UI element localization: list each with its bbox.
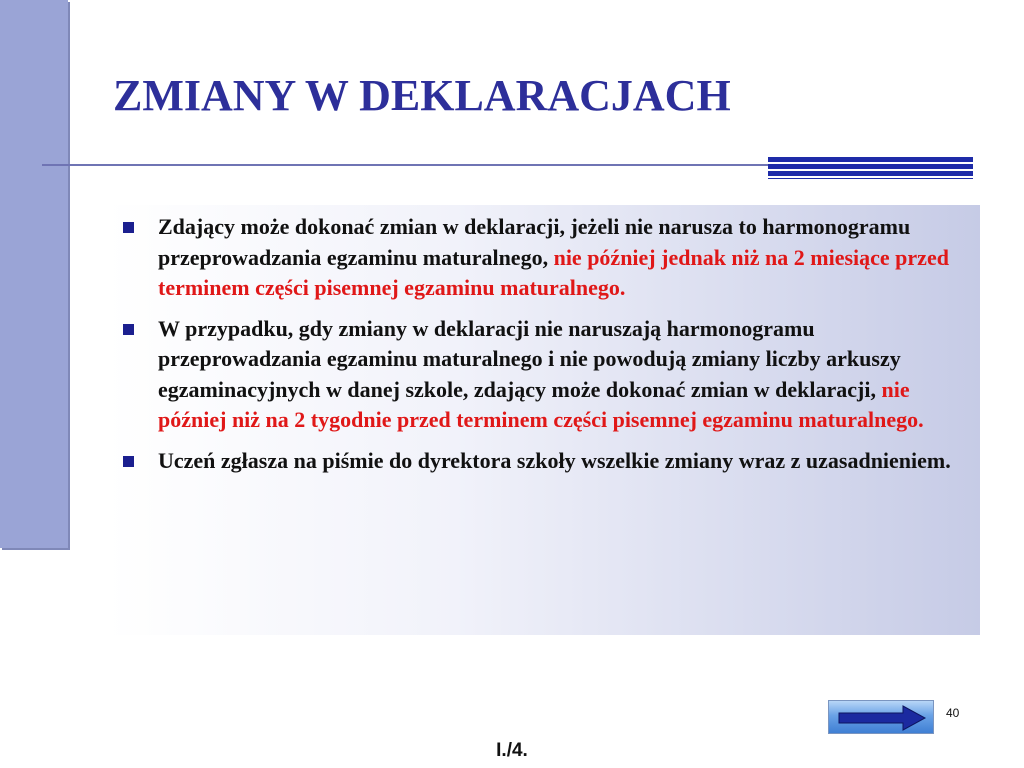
right-arrow-icon	[837, 705, 927, 731]
bullet-list	[120, 212, 970, 486]
next-slide-button[interactable]	[828, 700, 934, 734]
bullet-item	[120, 212, 970, 304]
slide-title: ZMIANY W DEKLARACJACH	[113, 71, 731, 120]
bullet-item	[120, 446, 970, 477]
bullet-text: Uczeń zgłasza na piśmie do dyrektora szkoły wszelkie zmiany wraz z uzasadnieniem.	[158, 447, 951, 473]
bullet-item	[120, 314, 970, 436]
square-bullet-icon	[123, 456, 134, 467]
bullet-highlight-text: nie później jednak niż na 2 miesiące przed terminem części pisemnej egzaminu maturalnego.	[158, 244, 949, 300]
title-divider-line	[42, 164, 772, 166]
square-bullet-icon	[123, 222, 134, 233]
slide-number: 40	[946, 706, 960, 720]
bullet-highlight-text: nie później niż na 2 tygodnie przed terminem części pisemnej egzaminu maturalnego.	[158, 376, 924, 432]
bullet-text: W przypadku, gdy zmiany w deklaracji nie naruszają harmonogramu przeprowadzania egzaminu maturalnego i nie powodują zmiany liczby arkuszy egzaminacyjnych w danej szkole, zdający może dokonać zmian w deklaracji,	[158, 315, 901, 402]
title-divider-thick-bars	[768, 157, 973, 179]
left-accent-bar	[0, 0, 68, 548]
bullet-text: Zdający może dokonać zmian w deklaracji, jeżeli nie narusza to harmonogramu przeprowadzania egzaminu maturalnego,	[158, 214, 911, 270]
square-bullet-icon	[123, 324, 134, 335]
footer-section-code: I./4.	[496, 740, 528, 761]
